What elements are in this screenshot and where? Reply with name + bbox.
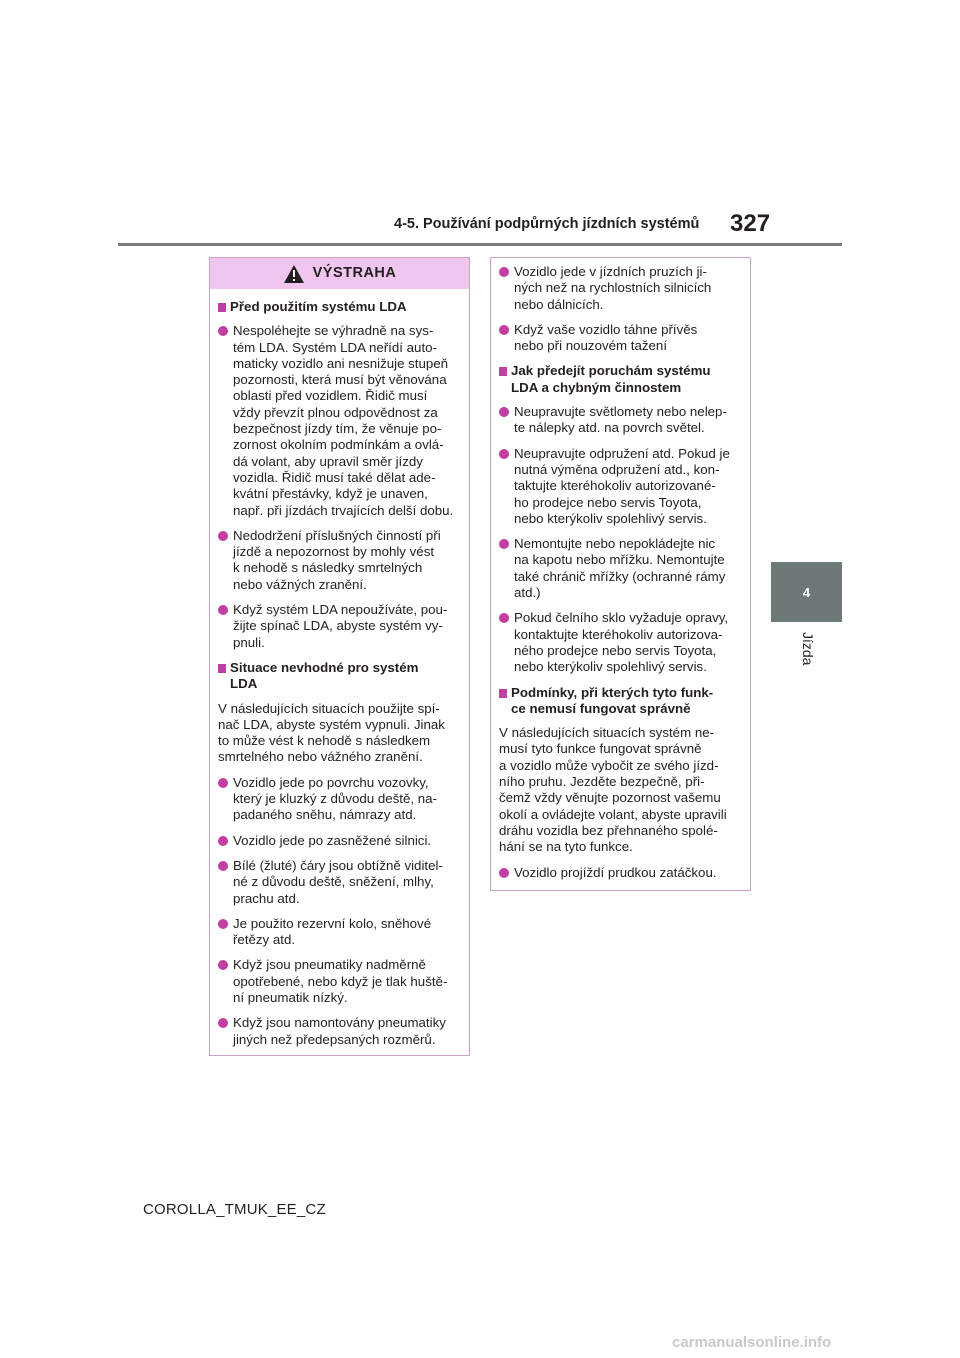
page-number: 327: [730, 210, 771, 237]
item-text: Jak předejít poruchám systému LDA a chybným činnostem: [511, 363, 711, 395]
circle-bullet-icon: [218, 861, 228, 871]
circle-bullet-icon: [218, 960, 228, 970]
item-text: Když jsou pneumatiky nadměrně opotřebené, nebo když je tlak huště- ní pneumatik nízký.: [233, 957, 448, 1005]
circle-bullet-icon: [218, 778, 228, 788]
chapter-label: Jízda: [800, 632, 816, 666]
item-text: Podmínky, při kterých tyto funk- ce nemusí fungovat správně: [511, 684, 714, 716]
warning-box-right: [490, 257, 751, 891]
watermark: carmanualsonline.info: [672, 1334, 832, 1351]
square-bullet-icon: [499, 367, 507, 376]
section-heading: [218, 299, 463, 315]
circle-bullet-icon: [218, 605, 228, 615]
item-text: Neupravujte odpružení atd. Pokud je nutná výměna odpružení atd., kon- taktujte kteréhokoliv autorizované- ho prodejce nebo servis Toyota, nebo kterýkoliv spolehlivý servis.: [514, 445, 730, 526]
bullet-item: [218, 957, 463, 1006]
section-heading: [499, 685, 744, 718]
item-text: Pokud čelního sklo vyžaduje opravy, kontaktujte kteréhokoliv autorizova- ného prodejce nebo servis Toyota, nebo kterýkoliv spolehlivý servis.: [514, 610, 729, 675]
item-text: Před použitím systému LDA: [230, 299, 407, 314]
item-text: Vozidlo jede po zasněžené silnici.: [233, 832, 432, 848]
chapter-tab[interactable]: 4: [771, 562, 842, 622]
circle-bullet-icon: [218, 919, 228, 929]
circle-bullet-icon: [218, 836, 228, 846]
item-text: Neupravujte světlomety nebo nelep- te nálepky atd. na povrch světel.: [514, 404, 727, 436]
bullet-item: [499, 264, 744, 313]
warning-body-left: [210, 289, 469, 1048]
bullet-item: [499, 322, 744, 355]
paragraph: V následujících situacích systém ne- musí tyto funkce fungovat správně a vozidlo může vybočit ze svého jízd- ního pruhu. Jezděte bezpečně, při- čemž vždy věnujte pozornost vašemu okolí a ovládejte volant, abyste upravili dráhu vozidla bez přehnaného spolé- hání se na tyto funkce.: [499, 725, 727, 855]
section-heading: [499, 363, 744, 396]
circle-bullet-icon: [499, 449, 509, 459]
paragraph: V následujících situacích použijte spí- nač LDA, abyste systém vypnuli. Jinak to může vést k nehodě s následkem smrtelného nebo vážného zranění.: [218, 700, 445, 765]
warning-header: [210, 258, 469, 289]
bullet-item: [218, 528, 463, 593]
circle-bullet-icon: [218, 531, 228, 541]
warning-triangle-icon: [283, 264, 305, 284]
circle-bullet-icon: [499, 407, 509, 417]
item-text: Nemontujte nebo nepokládejte nic na kapotu nebo mřížku. Nemontujte také chránič mřížky (ochranné rámy atd.): [514, 536, 726, 601]
warning-title: VÝSTRAHA: [312, 265, 397, 282]
bullet-item: [218, 1015, 463, 1048]
item-text: Situace nevhodné pro systém LDA: [230, 659, 419, 692]
item-text: Je použito rezervní kolo, sněhové řetězy atd.: [233, 915, 432, 948]
square-bullet-icon: [218, 303, 226, 312]
circle-bullet-icon: [218, 1018, 228, 1028]
bullet-item: [499, 404, 744, 437]
bullet-item: [499, 536, 744, 601]
square-bullet-icon: [218, 664, 226, 673]
bullet-item: [499, 446, 744, 527]
bullet-item: [499, 865, 744, 881]
section-title: 4-5. Používání podpůrných jízdních systémů: [394, 216, 700, 232]
document-code: COROLLA_TMUK_EE_CZ: [143, 1201, 326, 1218]
bullet-item: [218, 858, 463, 907]
item-text: Když jsou namontovány pneumatiky jiných než předepsaných rozměrů.: [233, 1015, 446, 1047]
section-heading: [218, 660, 463, 693]
warning-body-right: [491, 258, 750, 881]
item-text: Bílé (žluté) čáry jsou obtížně viditel- né z důvodu deště, sněžení, mlhy, prachu atd.: [233, 857, 443, 906]
item-text: Nespoléhejte se výhradně na sys- tém LDA. Systém LDA neřídí auto- maticky vozidlo ani nesnižuje stupeň pozornosti, která musí být věnována oblasti před vozidlem. Řidič musí vždy převzít plnou odpovědnost za bezpečnost jízdy tím, že věnuje po- zornost okolním podmínkám a ovlá- dá volant, aby upravil směr jízdy vozidla. Řidič musí také dělat ade- kvátní přestávky, když je unaven, např. při jízdách trvajících delší dobu.: [233, 323, 454, 518]
bullet-item: [218, 833, 463, 849]
item-text: Vozidlo projíždí prudkou zatáčkou.: [514, 864, 717, 880]
bullet-item: [218, 916, 463, 949]
item-text: Nedodržení příslušných činností při jízdě a nepozornost by mohly vést k nehodě s následky smrtelných nebo vážných zranění.: [233, 527, 441, 592]
item-text: Když systém LDA nepoužíváte, pou- žijte spínač LDA, abyste systém vy- pnuli.: [233, 602, 448, 650]
item-text: Vozidlo jede v jízdních pruzích ji- ných než na rychlostních silnicích nebo dálnicích.: [514, 264, 712, 312]
circle-bullet-icon: [218, 326, 228, 336]
item-text: Vozidlo jede po povrchu vozovky, který je kluzký z důvodu deště, na- padaného sněhu, námrazy atd.: [233, 774, 437, 823]
circle-bullet-icon: [499, 267, 509, 277]
bullet-item: [499, 610, 744, 675]
circle-bullet-icon: [499, 613, 509, 623]
square-bullet-icon: [499, 689, 507, 698]
circle-bullet-icon: [499, 325, 509, 335]
circle-bullet-icon: [499, 539, 509, 549]
circle-bullet-icon: [499, 868, 509, 878]
warning-box-left: [209, 257, 470, 1056]
bullet-item: [218, 323, 463, 519]
bullet-item: [218, 775, 463, 824]
item-text: Když vaše vozidlo táhne přívěs nebo při nouzovém tažení: [514, 321, 698, 354]
bullet-item: [218, 602, 463, 651]
header-divider: [118, 243, 842, 246]
